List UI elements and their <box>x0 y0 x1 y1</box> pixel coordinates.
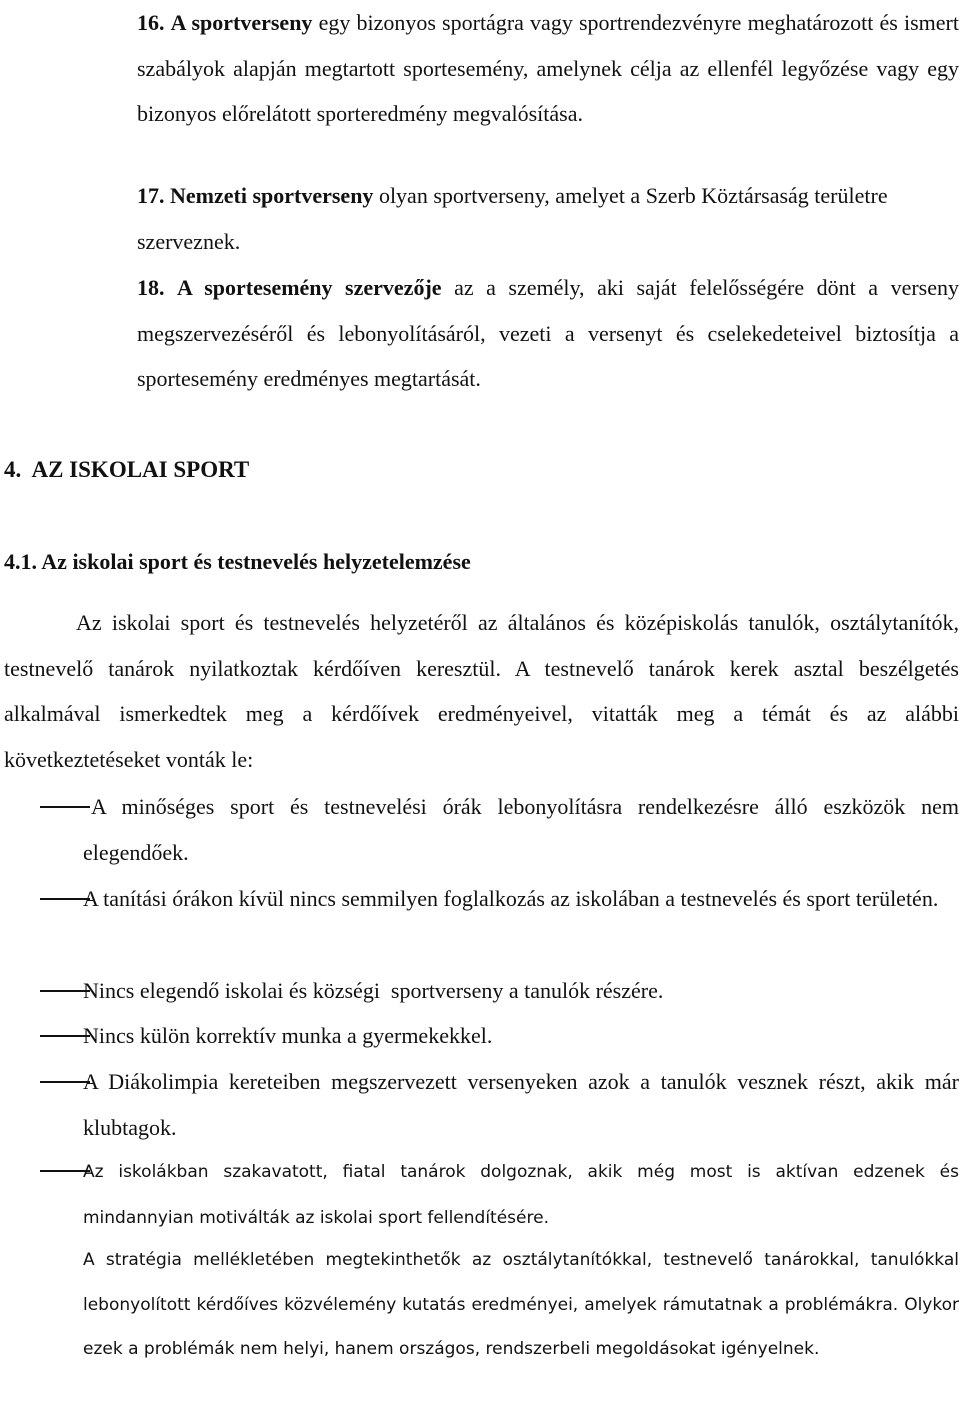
list-item: A Diákolimpia kereteiben megszervezett versenyeken azok a tanulók vesznek részt, akik már klubtagok. <box>83 1069 959 1140</box>
list-item: A minőséges sport és testnevelési órák lebonyolításra rendelkezésre álló eszközök nem elegendőek. <box>83 794 959 865</box>
intro-paragraph: Az iskolai sport és testnevelés helyzetéről az általános és középiskolás tanulók, osztálytanítók, testnevelő tanárok nyilatkoztak kérdőíven keresztül. A testnevelő tanárok kerek asztal beszélgetés alkalmával ismerkedtek meg a kérdőívek eredményeivel, vitatták meg a témát és az alábbi következtetéseket vonták le: <box>4 610 959 772</box>
definition-text: egy bizonyos sportágra vagy sportrendezvényre meghatározott és ismert szabályok alapján megtartott sportesemény, amelynek célja az ellenfél legyőzése vagy egy bizonyos előrelátott sporteredmény megvalósítása. <box>137 10 959 126</box>
definition-term: Nemzeti sportverseny <box>170 183 374 208</box>
list-item: Nincs elegendő iskolai és községi sportverseny a tanulók részére. <box>83 978 664 1003</box>
definition-term: A sportesemény szervezője <box>177 275 442 300</box>
definition-17 <box>137 173 959 264</box>
section-title: AZ ISKOLAI SPORT <box>31 457 250 482</box>
section-number: 4. <box>4 457 22 482</box>
section-heading <box>4 454 249 486</box>
definition-text: az a személy, aki saját felelősségére dönt a verseny megszervezéséről és lebonyolításáról, vezeti a versenyt és cselekedeteivel biztosítja a sportesemény eredményes megtartását. <box>137 275 959 391</box>
closing-paragraph: A stratégia mellékletében megtekinthetők az osztálytanítókkal, testnevelő tanárokkal, tanulókkal lebonyolított kérdőíves közvélemény kutatás eredményei, amelyek rámutatnak a problémákra. Olykor ezek a problémák nem helyi, hanem országos, rendszerbeli megoldásokat igényelnek. <box>83 1250 959 1359</box>
subsection-heading <box>4 546 471 578</box>
subsection-title: Az iskolai sport és testnevelés helyzetelemzése <box>41 549 471 574</box>
definition-16 <box>137 0 959 137</box>
list-item: A tanítási órákon kívül nincs semmilyen foglalkozás az iskolában a testnevelés és sport területén. <box>83 886 939 911</box>
definition-number: 17. <box>137 183 165 208</box>
definition-term: A sportverseny <box>170 10 313 35</box>
list-item: Nincs külön korrektív munka a gyermekekkel. <box>83 1023 493 1048</box>
subsection-number: 4.1. <box>4 549 37 574</box>
definition-number: 18. <box>137 275 165 300</box>
definition-text: olyan sportverseny, amelyet a Szerb Köztársaság területre szerveznek. <box>137 183 899 254</box>
definition-18 <box>137 265 959 402</box>
definition-number: 16. <box>137 10 165 35</box>
list-item: Az iskolákban szakavatott, fiatal tanárok dolgoznak, akik még most is aktívan edzenek és mindannyian motiválták az iskolai sport fellendítésére. <box>83 1162 959 1228</box>
